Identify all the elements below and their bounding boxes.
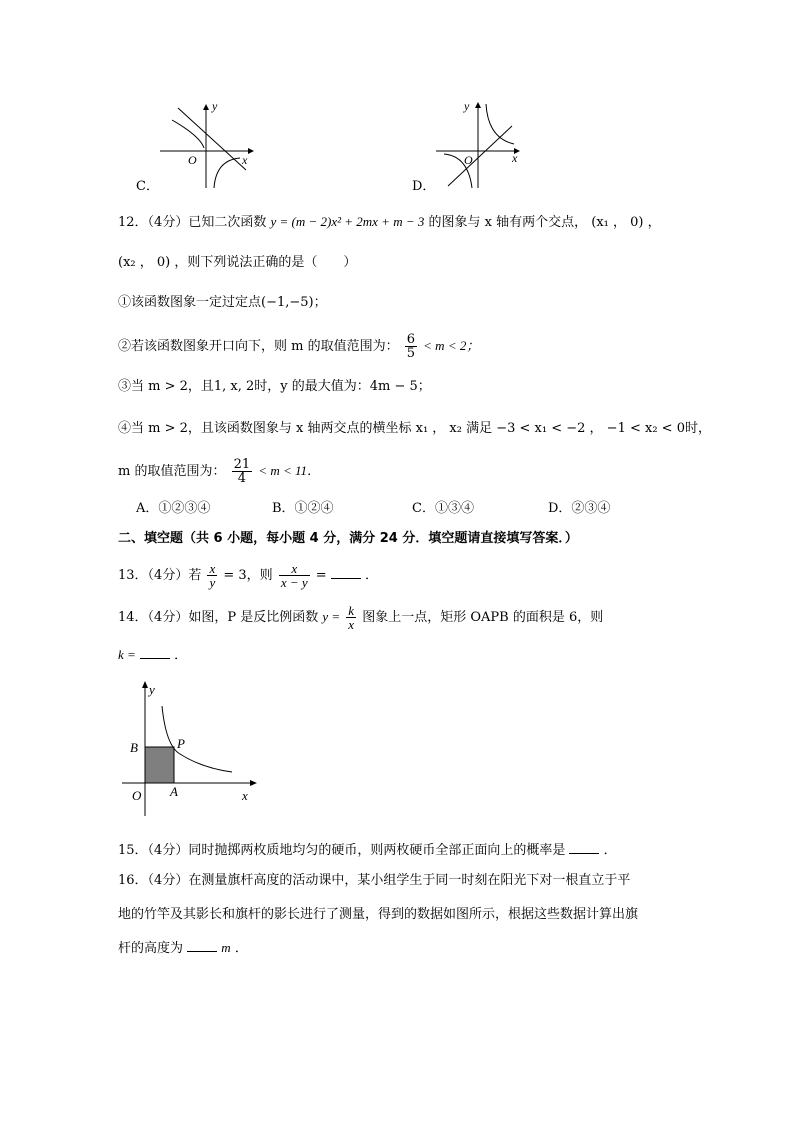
q12-statement-4: ④当 m > 2，且该函数图象与 x 轴两交点的横坐标 x₁ ， x₂ 满足 −3 < x₁ < −2 ， −1 < x₂ < 0时， (118, 421, 711, 436)
answer-blank[interactable] (140, 646, 170, 659)
q14-figure (122, 676, 262, 816)
fraction: $\frac{x}{y}$ (209, 561, 216, 590)
q12-statement-4-cont: m 的取值范围为： $\frac{21}{4}$ < m < 11． (118, 457, 321, 486)
q14-line1: 14．（4分）如图，P 是反比例函数 y = $\frac{k}{x}$ 图象上一点，矩形 OAPB 的面积是 6，则 (118, 603, 604, 632)
q14-point-a-label: A (170, 784, 178, 799)
graph-c-x-label: x (242, 153, 248, 167)
option-d-label: D． (412, 179, 436, 194)
graph-option-c (160, 98, 260, 190)
q12-statement-3: ③当 m > 2，且1, x, 2时，y 的最大值为：4m − 5； (118, 379, 431, 394)
q12-line1: 12．（4分）已知二次函数 y = (m − 2)x² + 2mx + m − 3 的图象与 x 轴有两个交点， (x₁ ， 0) ， (118, 214, 661, 230)
q12-options (0, 497, 794, 517)
section-2-heading: 二、填空题（共 6 小题，每小题 4 分，满分 24 分．填空题请直接填写答案．） (118, 531, 578, 546)
q13-line: 13．（4分）若 $\frac{x}{y}$ = 3，则 $\frac{x}{x - y}$ = ． (118, 561, 378, 590)
q12-option-b[interactable]: B．①②④ (272, 501, 334, 516)
fraction: $\frac{k}{x}$ (348, 603, 355, 632)
q12-option-d[interactable]: D．②③④ (548, 501, 611, 516)
q16-line1: 16．（4分）在测量旗杆高度的活动课中，某小组学生于同一时刻在阳光下对一根直立于平 (118, 873, 631, 888)
rectangle-oapb (145, 747, 174, 783)
answer-blank[interactable] (331, 566, 361, 579)
q14-x-label: x (242, 788, 248, 803)
graph-c-y-label: y (212, 99, 218, 113)
q14-origin-label: O (132, 788, 142, 803)
fraction: $\frac{21}{4}$ (233, 457, 251, 486)
fraction: $\frac{x}{x - y}$ (280, 561, 308, 590)
graph-d-x-label: x (512, 151, 518, 165)
graph-c-origin-label: O (188, 153, 197, 167)
graph-option-d (434, 98, 534, 190)
q15-line: 15．（4分）同时抛掷两枚质地均匀的硬币，则两枚硬币全部正面向上的概率是 ． (118, 843, 617, 858)
graph-d-y-label: y (464, 99, 470, 113)
q14-y-label: y (149, 682, 155, 697)
graph-d-origin-label: O (464, 153, 473, 167)
q12-line2: (x₂ ， 0) ，则下列说法正确的是（ ） (118, 255, 357, 270)
q16-line3: 杆的高度为 m ． (118, 940, 248, 956)
q12-option-c[interactable]: C．①③④ (412, 501, 474, 516)
q16-line2: 地的竹竿及其影长和旗杆的影长进行了测量，得到的数据如图所示，根据这些数据计算出旗 (118, 907, 639, 922)
answer-blank[interactable] (569, 841, 599, 854)
q14-point-b-label: B (130, 740, 138, 755)
q12-statement-2: ②若该函数图象开口向下，则 m 的取值范围为： $\frac{6}{5}$ < m < 2； (118, 332, 480, 361)
option-c-label: C． (136, 179, 159, 194)
q12-option-a[interactable]: A．①②③④ (136, 501, 211, 516)
q14-point-p-label: P (177, 736, 185, 751)
q14-line2: k = ． (118, 647, 188, 663)
q12-statement-1: ①该函数图象一定过定点(−1,−5)； (118, 295, 327, 310)
fraction: $\frac{6}{5}$ (406, 332, 416, 361)
answer-blank[interactable] (187, 939, 217, 952)
